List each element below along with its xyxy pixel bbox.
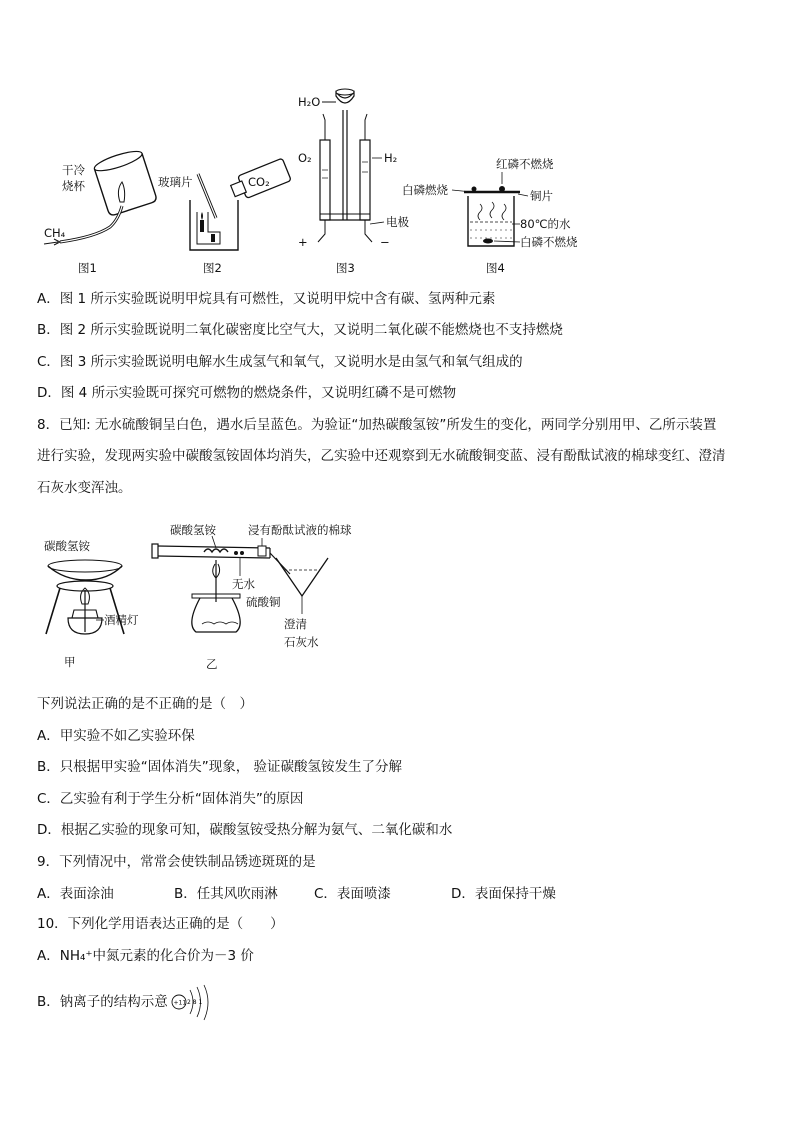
fig3-electrode-label: 电极	[386, 215, 409, 229]
yi-name: 乙	[206, 657, 218, 671]
figure-1	[44, 148, 157, 275]
fig1-beaker-label-2: 烧杯	[62, 179, 85, 193]
fig3-o2-label: O₂	[298, 151, 312, 165]
na-nucleus-label: +11	[173, 999, 187, 1007]
q7-option-a: A．图 1 所示实验既说明甲烷具有可燃性，又说明甲烷中含有碳、氢两种元素	[37, 291, 496, 307]
q9-stem: 9．下列情况中，常常会使铁制品锈迹斑斑的是	[37, 854, 316, 870]
fig3-caption: 图3	[336, 261, 355, 275]
q8-option-d: D．根据乙实验的现象可知，碳酸氢铵受热分解为氨气、二氧化碳和水	[37, 822, 453, 838]
sodium-ion-structure-diagram	[170, 984, 214, 1024]
fig1-gas-label: CH₄	[44, 226, 66, 240]
figure-2	[158, 158, 291, 275]
q8-stem-line-3: 石灰水变浑浊。	[37, 480, 132, 496]
figure-4	[402, 157, 578, 275]
fig3-minus: −	[380, 235, 390, 249]
q8-option-a: A．甲实验不如乙实验环保	[37, 728, 195, 744]
fig3-h2-label: H₂	[384, 151, 398, 165]
q7-option-d: D．图 4 所示实验既可探究可燃物的燃烧条件，又说明红磷不是可燃物	[37, 385, 457, 401]
fig1-beaker-label-1: 干冷	[62, 163, 85, 177]
yi-top-label: 碳酸氢铵	[170, 523, 216, 537]
q10-option-b: B．钠离子的结构示意	[37, 994, 168, 1010]
na-shell-electrons: 2 8 1	[187, 999, 203, 1006]
q7-option-c: C．图 3 所示实验既说明电解水生成氢气和氧气，又说明水是由氢气和氧气组成的	[37, 354, 523, 370]
fig4-caption: 图4	[486, 261, 505, 275]
yi-lime-label-1: 澄清	[284, 617, 307, 631]
yi-cotton-label: 浸有酚酞试液的棉球	[248, 523, 352, 537]
jia-name: 甲	[64, 655, 76, 669]
q8-question: 下列说法正确的是不正确的是（ ）	[37, 696, 253, 712]
fig4-copper-label: 铜片	[530, 189, 553, 203]
q9-option-d: D．表面保持干燥	[451, 886, 556, 902]
q9-option-b: B．任其风吹雨淋	[174, 886, 278, 902]
yi-cuso4-label-2: 硫酸铜	[246, 595, 281, 609]
fig3-water-label: H₂O	[298, 95, 321, 109]
fig4-red-p-label: 红磷不燃烧	[496, 157, 554, 171]
fig2-gas-label: CO₂	[248, 175, 270, 189]
q9-options	[37, 884, 556, 904]
apparatus-yi	[152, 523, 352, 671]
fig2-glass-label: 玻璃片	[158, 175, 193, 189]
q9-option-c: C．表面喷漆	[314, 886, 391, 902]
q10-option-a: A．NH₄⁺中氮元素的化合价为－3 价	[37, 948, 254, 964]
q8-option-c: C．乙实验有利于学生分析“固体消失”的原因	[37, 791, 304, 807]
fig4-white-p-noburn-label: 白磷不燃烧	[520, 235, 578, 249]
q9-option-a: A．表面涂油	[37, 886, 114, 902]
q7-option-b: B．图 2 所示实验既说明二氧化碳密度比空气大，又说明二氧化碳不能燃烧也不支持燃烧	[37, 322, 563, 338]
q8-experiment-figure	[40, 514, 360, 674]
q8-stem-line-2: 进行实验，发现两实验中碳酸氢铵固体均消失，乙实验中还观察到无水硫酸铜变蓝、浸有酚酞试液的棉球变红、澄清	[37, 448, 726, 464]
yi-cuso4-label-1: 无水	[232, 577, 255, 591]
q8-stem-line-1: 8．已知: 无水硫酸铜呈白色，遇水后呈蓝色。为验证“加热碳酸氢铵”所发生的变化，两同学分别用甲、乙所示装置	[37, 417, 717, 433]
fig4-water-label: 80℃的水	[520, 217, 571, 231]
jia-lamp-label: 酒精灯	[104, 613, 139, 627]
apparatus-jia	[44, 539, 139, 669]
experiment-figures-1-4	[40, 82, 600, 282]
yi-lime-label-2: 石灰水	[284, 635, 319, 649]
jia-top-label: 碳酸氢铵	[44, 539, 90, 553]
q8-option-b: B．只根据甲实验“固体消失”现象， 验证碳酸氢铵发生了分解	[37, 759, 403, 775]
fig4-white-p-burn-label: 白磷燃烧	[402, 183, 448, 197]
fig1-caption: 图1	[78, 261, 97, 275]
q10-stem: 10．下列化学用语表达正确的是（ ）	[37, 916, 284, 932]
fig2-caption: 图2	[203, 261, 222, 275]
fig3-plus: +	[298, 235, 308, 249]
figure-3	[298, 89, 409, 275]
